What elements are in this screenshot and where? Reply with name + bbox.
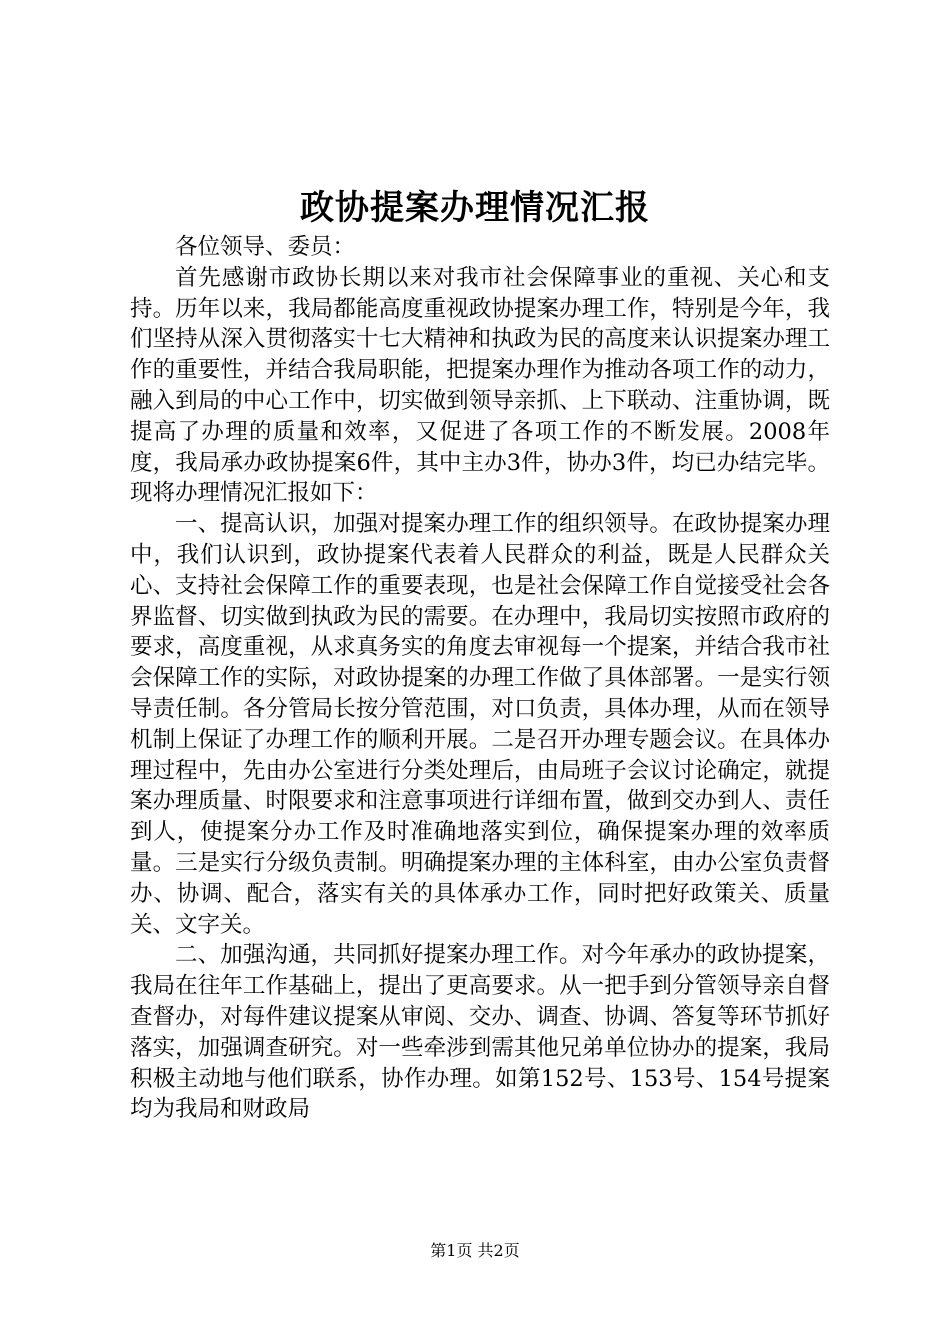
intro-paragraph: 首先感谢市政协长期以来对我市社会保障事业的重视、关心和支持。历年以来，我局都能高度重视政协提案办理工作，特别是今年，我们坚持从深入贯彻落实十七大精神和执政为民的高度来认识提案办理工作的重要性，并结合我局职能，把提案办理作为推动各项工作的动力，融入到局的中心工作中，切实做到领导亲抓、上下联动、注重协调，既提高了办理的质量和效率，又促进了各项工作的不断发展。2008年度，我局承办政协提案6件，其中主办3件，协办3件，均已办结完毕。现将办理情况汇报如下： <box>130 264 830 507</box>
document-title: 政协提案办理情况汇报 <box>300 188 650 228</box>
document-body <box>130 232 830 1125</box>
page-number-footer: 第1页 共2页 <box>430 1241 520 1260</box>
section-one-paragraph: 一、提高认识，加强对提案办理工作的组织领导。在政协提案办理中，我们认识到，政协提案代表着人民群众的利益，既是人民群众关心、支持社会保障工作的重要表现，也是社会保障工作自觉接受社会各界监督、切实做到执政为民的需要。在办理中，我局切实按照市政府的要求，高度重视，从求真务实的角度去审视每一个提案，并结合我市社会保障工作的实际，对政协提案的办理工作做了具体部署。一是实行领导责任制。各分管局长按分管范围，对口负责，具体办理，从而在领导机制上保证了办理工作的顺利开展。二是召开办理专题会议。在具体办理过程中，先由办公室进行分类处理后，由局班子会议讨论确定，就提案办理质量、时限要求和注意事项进行详细布置，做到交办到人、责任到人，使提案分办工作及时准确地落实到位，确保提案办理的效率质量。三是实行分级负责制。明确提案办理的主体科室，由办公室负责督办、协调、配合，落实有关的具体承办工作，同时把好政策关、质量关、文字关。 <box>130 511 830 938</box>
salutation-paragraph: 各位领导、委员： <box>175 234 356 260</box>
section-two-paragraph: 二、加强沟通，共同抓好提案办理工作。对今年承办的政协提案，我局在往年工作基础上，提出了更高要求。从一把手到分管领导亲自督查督办，对每件建议提案从审阅、交办、调查、协调、答复等环节抓好落实，加强调查研究。对一些牵涉到需其他兄弟单位协办的提案，我局积极主动地与他们联系，协作办理。如第152号、153号、154号提案均为我局和财政局 <box>130 942 830 1123</box>
